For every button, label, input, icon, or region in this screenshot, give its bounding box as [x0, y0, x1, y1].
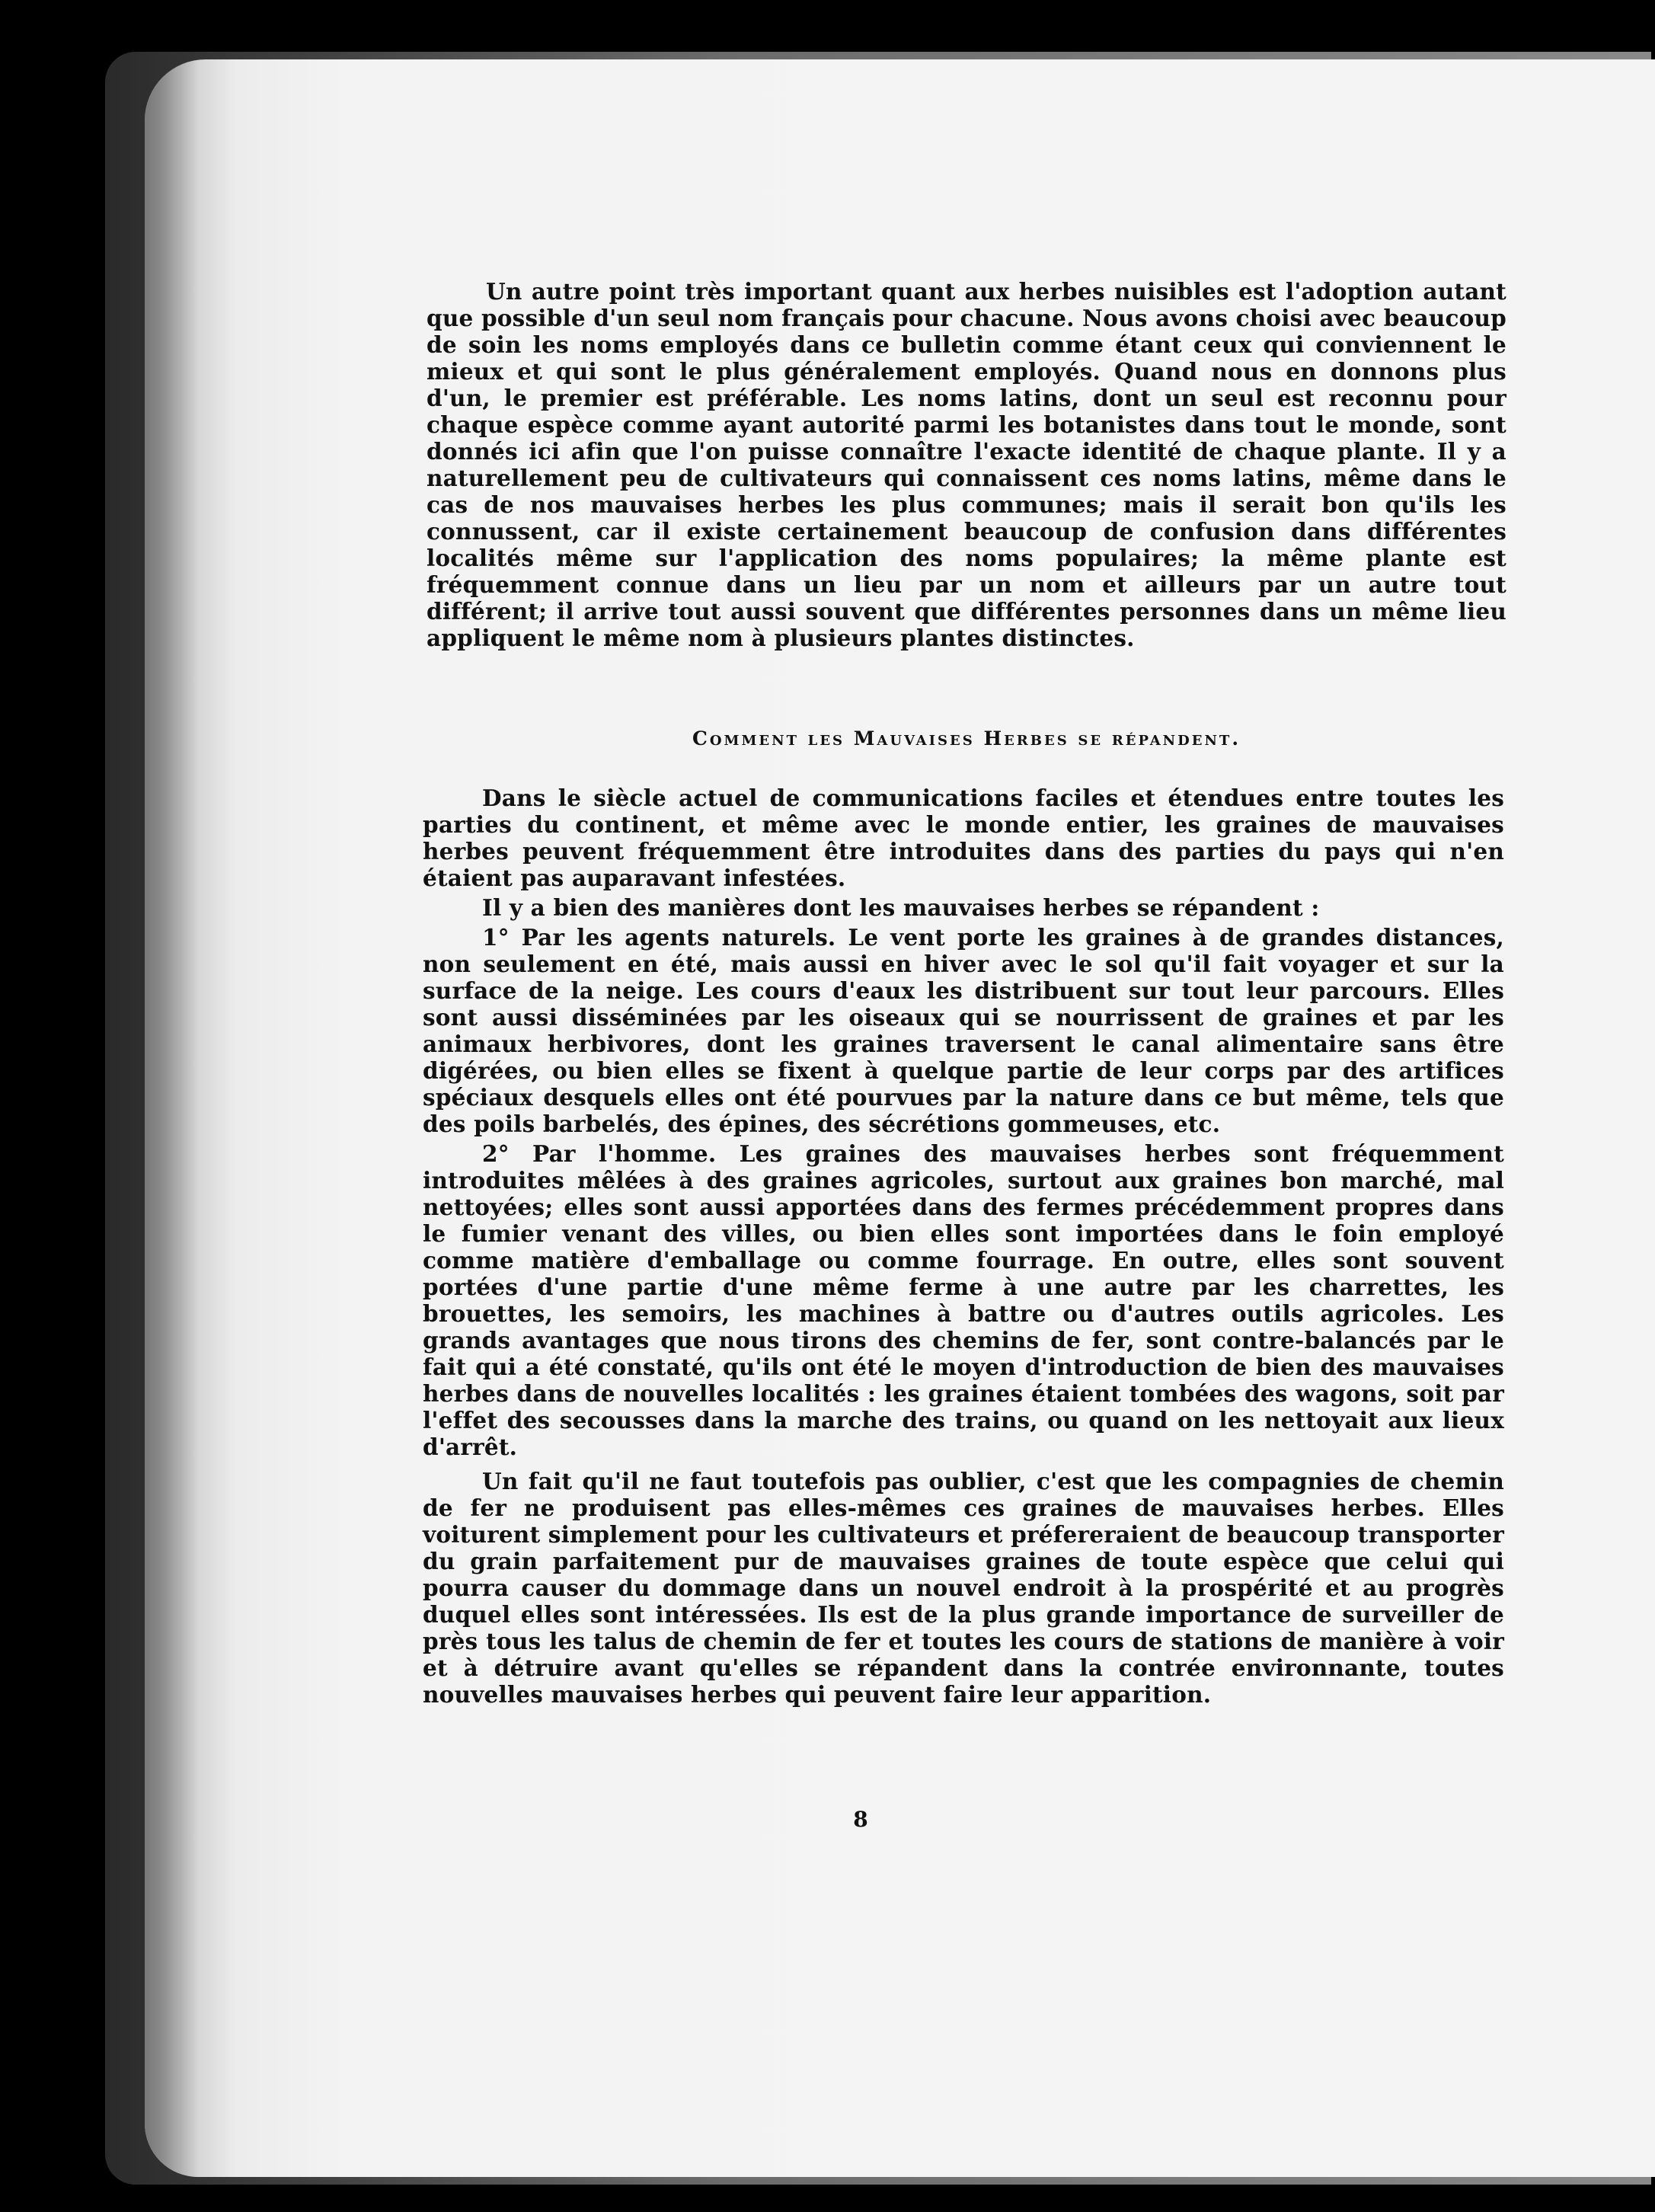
paragraph: 2° Par l'homme. Les graines des mauvaises herbes sont fréquemment introduites mêlées à des graines agricoles, surtout aux graines bon marché, mal nettoyées; elles sont aussi apportées dans des fermes précédemment propres dans le fumier venant des villes, ou bien elles sont importées dans le foin employé comme matière d'emballage ou comme fourrage. En outre, elles sont souvent portées d'une partie d'une même ferme à une autre par les charrettes, les brouettes, les semoirs, les machines à battre ou d'autres outils agricoles. Les grands avantages que nous tirons des chemins de fer, sont contre-balancés par le fait qui a été constaté, qu'ils ont été le moyen d'introduction de bien des mauvaises herbes dans de nouvelles localités : les graines étaient tombées des wagons, soit par l'effet des secousses dans la marche des trains, ou quand on les nettoyait aux lieux d'arrêt. — [423, 1140, 1504, 1460]
paragraph: 1° Par les agents naturels. Le vent porte les graines à de grandes distances, non seulement en été, mais aussi en hiver avec le sol qu'il fait voyager et sur la surface de la neige. Les cours d'eaux les distribuent sur tout leur parcours. Elles sont aussi disséminées par les oiseaux qui se nourrissent de graines et par les animaux herbivores, dont les graines traversent le canal alimentaire sans être digérées, ou bien elles se fixent à quelque partie de leur corps par des artifices spéciaux desquels elles ont été pourvues par la nature dans ce but même, tels que des poils barbelés, des épines, des sécrétions gommeuses, etc. — [423, 924, 1504, 1137]
text-block-bottom — [423, 785, 1504, 1708]
paragraph: Un fait qu'il ne faut toutefois pas oublier, c'est que les compagnies de chemin de fer ne produisent pas elles-mêmes ces graines de mauvaises herbes. Elles voiturent simplement pour les cultivateurs et préfereraient de beaucoup transporter du grain parfaitement pur de mauvaises graines de toute espèce que celui qui pourra causer du dommage dans un nouvel endroit à la prospérité et au progrès duquel elles sont intéressées. Ils est de la plus grande importance de surveiller de près tous les talus de chemin de fer et toutes les cours de stations de manière à voir et à détruire avant qu'elles se répandent dans la contrée environnante, toutes nouvelles mauvaises herbes qui peuvent faire leur apparition. — [423, 1468, 1504, 1708]
text-block-top — [427, 278, 1506, 651]
paragraph: Un autre point très important quant aux herbes nuisibles est l'adoption autant que possible d'un seul nom français pour chacune. Nous avons choisi avec beaucoup de soin les noms employés dans ce bulletin comme étant ceux qui conviennent le mieux et qui sont le plus généralement employés. Quand nous en donnons plus d'un, le premier est préférable. Les noms latins, dont un seul est reconnu pour chaque espèce comme ayant autorité parmi les botanistes dans tout le monde, sont donnés ici afin que l'on puisse connaître l'exacte identité de chaque plante. Il y a naturellement peu de cultivateurs qui connaissent ces noms latins, même dans le cas de nos mauvaises herbes les plus communes; mais il serait bon qu'ils les connussent, car il existe certainement beaucoup de confusion dans différentes localités même sur l'application des noms populaires; la même plante est fréquemment connue dans un lieu par un nom et ailleurs par un autre tout différent; il arrive tout aussi souvent que différentes personnes dans un même lieu appliquent le même nom à plusieurs plantes distinctes. — [427, 278, 1506, 651]
section-heading: Comment les Mauvaises Herbes se répandent. — [692, 727, 1241, 750]
paragraph: Dans le siècle actuel de communications faciles et étendues entre toutes les parties du continent, et même avec le monde entier, les graines de mauvaises herbes peuvent fréquemment être introduites dans des parties du pays qui n'en étaient pas auparavant infestées. — [423, 785, 1504, 891]
page-edge — [145, 59, 198, 2177]
page-number: 8 — [853, 1807, 868, 1832]
paragraph: Il y a bien des manières dont les mauvaises herbes se répandent : — [482, 894, 1320, 921]
